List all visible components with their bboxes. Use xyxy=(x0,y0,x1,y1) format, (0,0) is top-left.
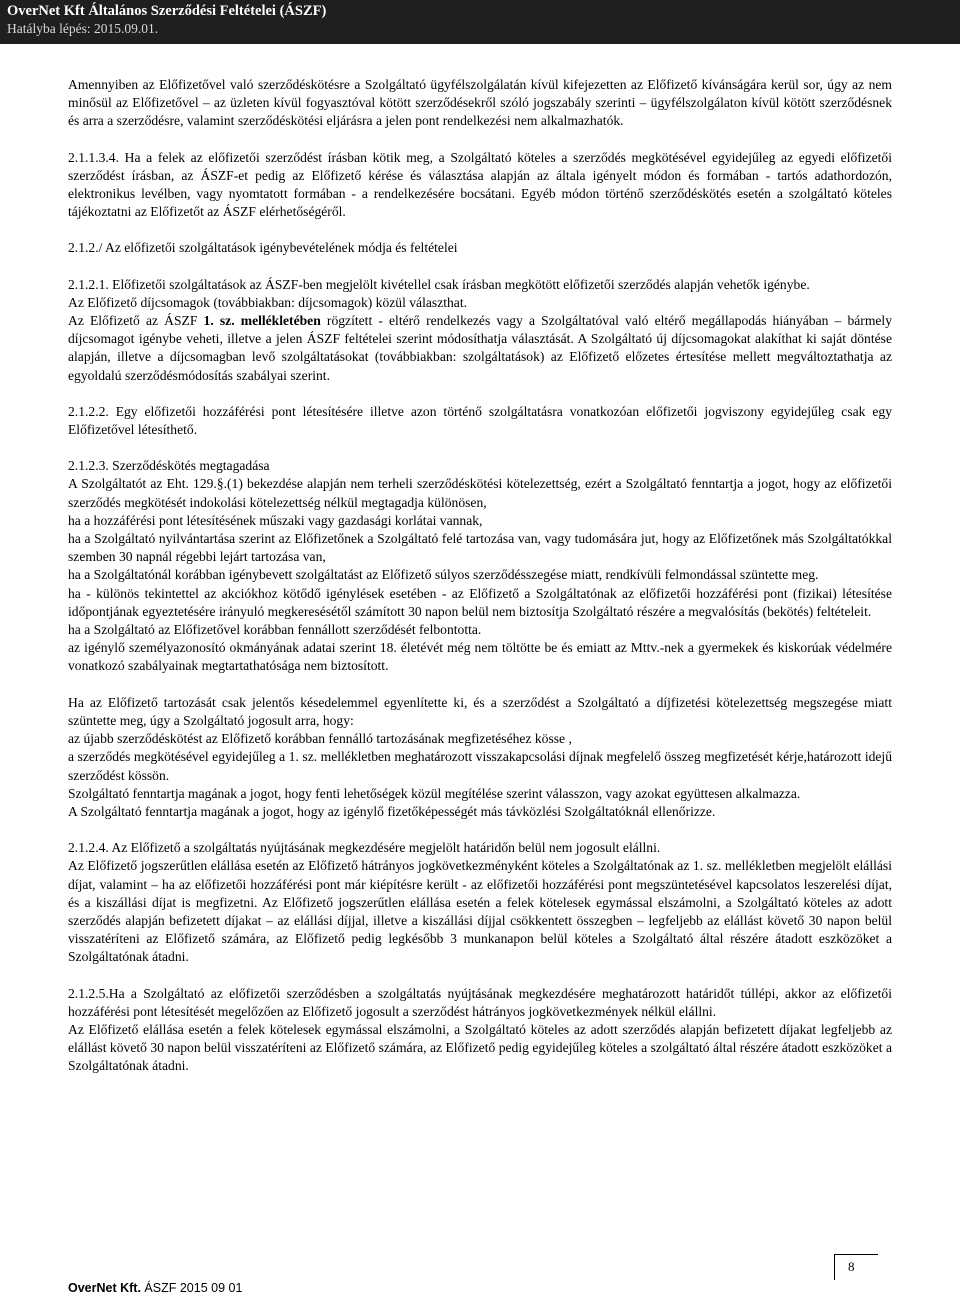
document-header xyxy=(0,0,960,44)
paragraph: Az Előfizető jogszerűtlen elállása esetén az Előfizető hátrányos jogkövetkezményként köteles a Szolgáltatónak az 1. sz. mellékletben megjelölt elállási díjat, valamint – ha az előfizetői hozzáférési pont már kiépítésre került - az előfizetői hozzáférési pont megszüntetésével kapcsolatos leszerelési díjat, és a kiszállási díjat is megfizetni. Az Előfizető jogszerűtlen elállása esetén a felek kötelesek egymással elszámolni, a Szolgáltató köteles az adott szerződés alapján befizetett díjakat – az elállási díjjal, illetve a kiszállási díjjal csökkentett összegben – legfeljebb az elállást követő 30 napon belül visszatéríteni az Előfizető számára, az Előfizető pedig legkésőbb 3 munkanapon belül köteles a Szolgáltató által részére átadott eszközöket a Szolgáltatónak átadni. xyxy=(68,858,892,965)
list-item: ha a Szolgáltató nyilvántartása szerint az Előfizetőnek a Szolgáltató felé tartozása van, vagy tudomására jut, hogy az Előfizetőnek más Szolgáltatókkal szemben 30 napnál régebbi lejárt tartozása van, xyxy=(68,531,892,565)
list-item: a szerződés megkötésével egyidejűleg a 1. sz. mellékletben meghatározott visszakapcsolási díjnak megfelelő összeg megfizetését kérje,határozott idejű szerződést kössön. xyxy=(68,749,892,783)
paragraph-part: rögzített - eltérő rendelkezés vagy a Szolgáltatóval való eltérő megállapodás hiányában – bármely díjcsomagot igénybe veheti, illetve a jelen ÁSZF feltételei szerint módosíthatja választását. A Szolgáltató új díjcsomagokat alakíthat ki saját döntése alapján, illetve a díjcsomagban levő szolgáltatásokat (továbbiakban: szolgáltatások) az Előfizető előzetes értesítése mellett megváltoztathatja az egyoldalú szerződésmódosítás szabályai szerint. xyxy=(68,313,893,383)
page-number: 8 xyxy=(834,1254,878,1280)
paragraph xyxy=(68,312,892,385)
paragraph: Ha az Előfizető tartozását csak jelentős késedelemmel egyenlítette ki, és a szerződést a Szolgáltató a díjfizetési kötelezettség megszegése miatt szüntette meg, úgy a Szolgáltató jogosult arra, hogy: xyxy=(68,694,892,728)
paragraph: Amennyiben az Előfizetővel való szerződéskötésre a Szolgáltató ügyfélszolgálatán kívül kifejezetten az Előfizető kívánságára kerül sor, úgy az nem minősül az Előfizetővel – az üzleten kívül fogyasztóval kötött szerződésekről szóló jogszabály szerinti – ügyfélszolgálaton kívül kötött szerződésnek és arra a szerződésre, valamint szerződéskötési eljárásra a jelen pont rendelkezési nem alkalmazhatók. xyxy=(68,77,892,129)
paragraph: Szolgáltató fenntartja magának a jogot, hogy fenti lehetőségek közül megítélése szerint válasszon, vagy azokat együttesen alkalmazza. xyxy=(68,785,801,801)
section-heading: 2.1.2.4. Az Előfizető a szolgáltatás nyújtásának megkezdésére megjelölt határidőn belül nem jogosult elállni. xyxy=(68,840,661,856)
list-item: ha a hozzáférési pont létesítésének műszaki vagy gazdasági korlátai vannak, xyxy=(68,512,483,528)
list-item: ha a Szolgáltatónál korábban igénybevett szolgáltatást az Előfizető súlyos szerződésszegése miatt, rendkívüli felmondással szüntette meg. xyxy=(68,567,819,583)
paragraph: 2.1.2.1. Előfizetői szolgáltatások az ÁSZF-ben megjelölt kivétellel csak írásban megkötött előfizetői szerződés alapján vehetők igénybe. xyxy=(68,276,810,292)
paragraph: 2.1.1.3.4. Ha a felek az előfizetői szerződést írásban kötik meg, a Szolgáltató köteles a szerződés megkötésével egyidejűleg az egyedi előfizetői szerződést írásban, az ÁSZF-et pedig az Előfizető kérése és választása alapján az általa igényelt módon és formában - tartós adathordozón, elektronikus levélben, vagy nyomtatott formában - a rendelkezésére bocsátani. Egyéb módon történő szerződéskötés esetén a szolgáltató köteles tájékoztatni az Előfizetőt az ÁSZF elérhetőségéről. xyxy=(68,149,892,220)
list-item: ha - különös tekintettel az akciókhoz kötődő igénylések esetében - az Előfizető a Szolgáltatónak az előfizetői hozzáférési pont (fizikai) létesítése időpontjának egyeztetésére irányuló megkeresésétől számított 30 napon belül nem biztosítja Szolgáltató részére a megvalósítás (bekötés) feltételeit. xyxy=(68,585,892,619)
footer-company: OverNet Kft. xyxy=(68,1281,141,1295)
list-item: az igénylő személyazonosító okmányának adatai szerint 18. életévét még nem töltötte be és emiatt az Mttv.-nek a gyermekek és kiskorúak védelmére vonatkozó szabályainak megtartathatósága nem biztosított. xyxy=(68,640,892,674)
header-effective-date: Hatályba lépés: 2015.09.01. xyxy=(7,21,159,36)
paragraph-part: Az Előfizető az ÁSZF xyxy=(68,313,204,329)
list-item: az újabb szerződéskötést az Előfizető korábban fennálló tartozásának megfizetéséhez kösse , xyxy=(68,731,572,747)
document-footer xyxy=(68,1281,242,1295)
section-heading: 2.1.2./ Az előfizetői szolgáltatások igénybevételének módja és feltételei xyxy=(68,240,458,256)
paragraph: A Szolgáltatót az Eht. 129.§.(1) bekezdése alapján nem terheli szerződéskötési kötelezettség, ezért a Szolgáltató fenntartja a jogot, hogy az előfizetői szerződés megkötését indokolási kötelezettség nélkül megtagadja különösen, xyxy=(68,476,892,510)
document-body xyxy=(68,76,892,1076)
paragraph: 2.1.2.2. Egy előfizetői hozzáférési pont létesítésére illetve azon történő szolgáltatásra vonatkozóan előfizetői jogviszony egyidejűleg csak egy Előfizetővel létesíthető. xyxy=(68,403,892,438)
list-item: ha a Szolgáltató az Előfizetővel korábban fennállott szerződését felbontotta. xyxy=(68,622,482,638)
annex-reference: 1. sz. mellékletében xyxy=(203,313,321,329)
paragraph: 2.1.2.5.Ha a Szolgáltató az előfizetői szerződésben a szolgáltatás nyújtásának megkezdésére meghatározott határidőt túllépi, akkor az előfizetői hozzáférési pont létesítését megelőzően az Előfizető jogosult a szerződést hátrányos jogkövetkezmények nélkül elállni. xyxy=(68,985,892,1019)
paragraph: Az Előfizető elállása esetén a felek kötelesek egymással elszámolni, a Szolgáltató köteles az adott szerződés alapján befizetett díjakat legfeljebb az elállást követő 30 napon belül visszatéríteni az Előfizető számára, az Előfizető pedig egyidejűleg köteles a szolgáltató által részére átadott eszközöket a Szolgáltatónak átadni. xyxy=(68,1021,892,1074)
paragraph: A Szolgáltató fenntartja magának a jogot, hogy az igénylő fizetőképességét más távközlési Szolgáltatóknál ellenőrizze. xyxy=(68,803,716,819)
footer-doc: ÁSZF 2015 09 01 xyxy=(144,1281,243,1295)
header-title: OverNet Kft Általános Szerződési Feltételei (ÁSZF) xyxy=(7,3,327,19)
section-heading: 2.1.2.3. Szerződéskötés megtagadása xyxy=(68,458,270,474)
paragraph: Az Előfizető díjcsomagok (továbbiakban: díjcsomagok) közül választhat. xyxy=(68,294,468,310)
